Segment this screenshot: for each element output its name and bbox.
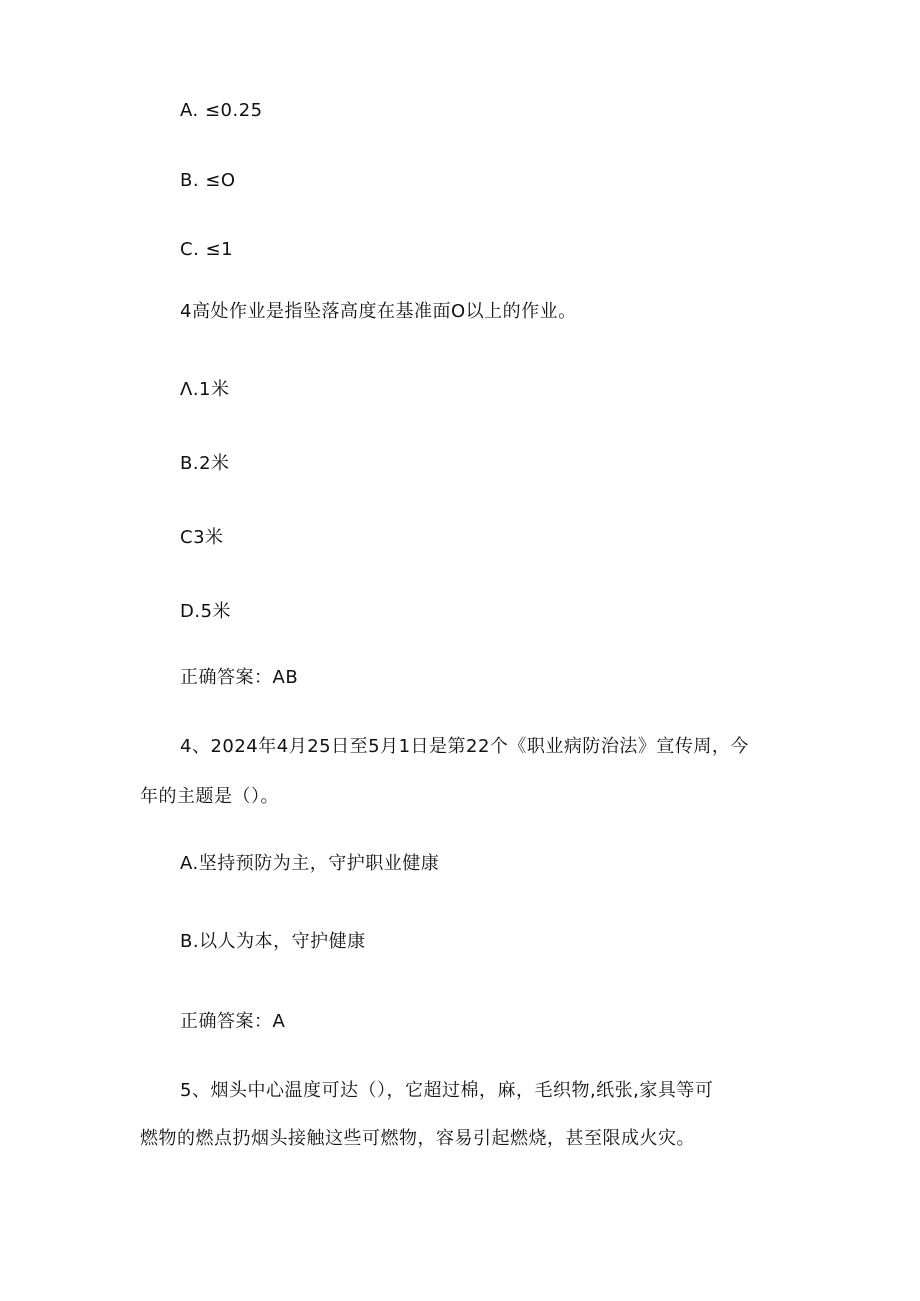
q3-option-c: C. ≤1 <box>180 239 234 260</box>
q4a-answer: 正确答案：AB <box>180 667 299 688</box>
q4a-option-d: D.5米 <box>180 601 232 622</box>
q4a-question: 4高处作业是指坠落高度在基准面O以上的作业。 <box>180 301 577 322</box>
q4b-question-line1: 4、2024年4月25日至5月1日是第22个《职业病防治法》宣传周，今 <box>180 736 749 757</box>
q3-option-a: A. ≤0.25 <box>180 100 263 121</box>
q3-option-b: B. ≤O <box>180 170 236 191</box>
q5-question-line2: 燃物的燃点扔烟头接触这些可燃物，容易引起燃烧，甚至限成火灾。 <box>140 1128 695 1149</box>
q4a-option-c: C3米 <box>180 527 224 548</box>
q4b-question-line2: 年的主题是（）。 <box>140 786 279 807</box>
q4b-option-a: A.坚持预防为主，守护职业健康 <box>180 853 440 874</box>
q4b-answer: 正确答案：A <box>180 1011 286 1032</box>
q5-question-line1: 5、烟头中心温度可达（），它超过棉，麻，毛织物,纸张,家具等可 <box>180 1080 714 1101</box>
q4a-option-a: Λ.1米 <box>180 379 230 400</box>
q4b-option-b: B.以人为本，守护健康 <box>180 931 366 952</box>
q4a-option-b: B.2米 <box>180 453 230 474</box>
